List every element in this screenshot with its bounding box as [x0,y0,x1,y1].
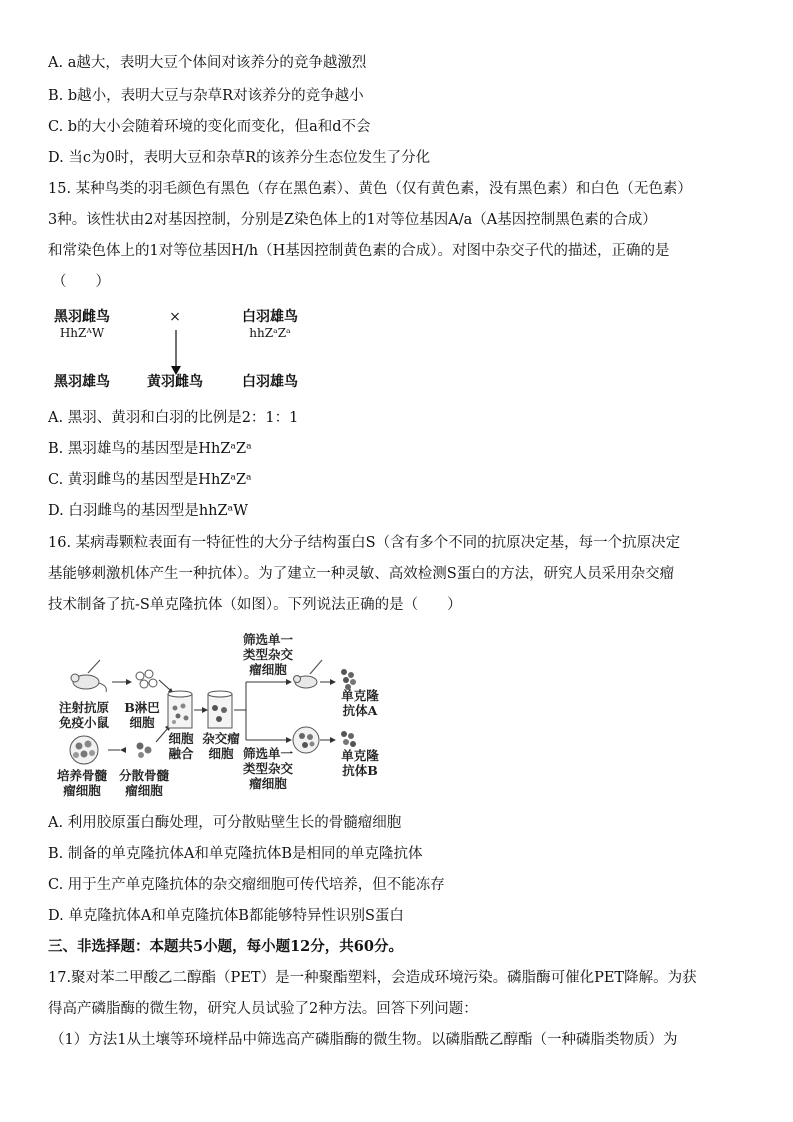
q15-option-a: A. 黑羽、黄羽和白羽的比例是2：1：1 [48,410,299,426]
screen-top-line-3: 瘤细胞 [249,662,287,677]
q15-stem-line-2: 3种。该性状由2对基因控制，分别是Z染色体上的1对等位基因A/a（A基因控制黑色素的合成） [48,212,657,228]
culture-label-2: 瘤细胞 [63,783,101,798]
cross-arrow [168,330,184,376]
offspring-1: 黑羽雄鸟 [54,374,110,390]
offspring-3: 白羽雄鸟 [242,374,298,390]
fusion-label-1: 细胞 [168,731,194,746]
fusion-label-2: 融合 [168,746,194,761]
disperse-label-1: 分散骨髓 [118,768,169,783]
screen-bottom-line-2: 类型杂交 [242,761,293,776]
q14-option-b: B. b越小，表明大豆与杂草R对该养分的竞争越小 [48,88,364,104]
q16-stem-line-3: 技术制备了抗-S单克隆抗体（如图）。下列说法正确的是（ ） [48,597,462,613]
dispersed-cells-icon [137,743,152,759]
q16-stem-line-2: 基能够刺激机体产生一种抗体）。为了建立一种灵敏、高效检测S蛋白的方法，研究人员采用杂交瘤 [48,566,675,582]
male-parent-genotype: hhZᵃZᵃ [249,326,291,340]
q16-option-c: C. 用于生产单克隆抗体的杂交瘤细胞可传代培养，但不能冻存 [48,877,445,893]
offspring-2: 黄羽雌鸟 [147,374,203,390]
fusion-tube-icon [168,691,192,728]
mab-b-label-1: 单克隆 [341,748,379,763]
mab-b-label-2: 抗体B [342,763,378,778]
b-cell-label-2: 细胞 [129,715,155,730]
q15-stem-line-1: 15. 某种鸟类的羽毛颜色有黑色（存在黑色素）、黄色（仅有黄色素，没有黑色素）和白色（无色素） [48,181,692,197]
female-parent-label: 黑羽雌鸟 [54,309,110,325]
q16-option-a: A. 利用胶原蛋白酶处理，可分散贴壁生长的骨髓瘤细胞 [48,815,402,831]
hybridoma-tube-icon [208,691,232,728]
q16-option-d: D. 单克隆抗体A和单克隆抗体B都能够特异性识别S蛋白 [48,908,404,924]
q17-stem-line-1: 17.聚对苯二甲酸乙二醇酯（PET）是一种聚酯塑料，会造成环境污染。磷脂酶可催化PET降解。为获 [48,970,697,986]
hybrid-label-2: 细胞 [208,746,234,761]
screen-top-line-2: 类型杂交 [242,647,293,662]
screen-bottom-line-1: 筛选单一 [242,746,293,761]
q14-option-d: D. 当c为0时，表明大豆和杂草R的该养分生态位发生了分化 [48,150,431,166]
q15-option-b: B. 黑羽雄鸟的基因型是HhZᵃZᵃ [48,441,252,457]
screen-top-line-1: 筛选单一 [242,632,293,647]
screen-bottom-line-3: 瘤细胞 [249,776,287,791]
antibody-a-cluster-icon [341,669,356,690]
b-cells-icon [136,670,157,688]
mouse-icon [71,660,106,692]
q17-stem-line-2: 得高产磷脂酶的微生物，研究人员试验了2种方法。回答下列问题： [48,1001,478,1017]
female-parent-genotype: HhZᴬW [59,326,105,340]
culture-dish-icon [70,736,98,764]
male-parent-label: 白羽雄鸟 [242,309,298,325]
culture-label-1: 培养骨髓 [56,768,107,783]
antibody-b-cluster-icon [341,731,356,747]
q14-option-c: C. b的大小会随着环境的变化而变化，但a和d不会 [48,119,371,135]
inject-label-2: 免疫小鼠 [58,715,109,730]
b-cell-label-1: B淋巴 [124,700,160,715]
q16-stem-line-1: 16. 某病毒颗粒表面有一特征性的大分子结构蛋白S（含有多个不同的抗原决定基，每一个抗原决定 [48,535,681,551]
cross-symbol: × [169,309,181,325]
q15-option-c: C. 黄羽雌鸟的基因型是HhZᵃZᵃ [48,472,252,488]
section-3-heading: 三、非选择题：本题共5小题，每小题12分，共60分。 [48,938,403,955]
mab-a-label-2: 抗体A [342,703,378,718]
q14-option-a: A. a越大，表明大豆个体间对该养分的竞争越激烈 [48,55,367,71]
hybrid-label-1: 杂交瘤 [202,731,240,746]
inject-label-1: 注射抗原 [58,700,109,715]
q15-answer-blank: （ ） [52,274,110,290]
disperse-label-2: 瘤细胞 [125,783,163,798]
mab-a-label-1: 单克隆 [341,688,379,703]
q16-option-b: B. 制备的单克隆抗体A和单克隆抗体B是相同的单克隆抗体 [48,846,423,862]
q17-part-1: （1）方法1从土壤等环境样品中筛选高产磷脂酶的微生物。以磷脂酰乙醇酯（一种磷脂类物质）为 [50,1032,678,1048]
q15-option-d: D. 白羽雌鸟的基因型是hhZᵃW [48,503,249,519]
q15-stem-line-3: 和常染色体上的1对等位基因H/h（H基因控制黄色素的合成）。对图中杂交子代的描述，正确的是 [48,243,670,259]
